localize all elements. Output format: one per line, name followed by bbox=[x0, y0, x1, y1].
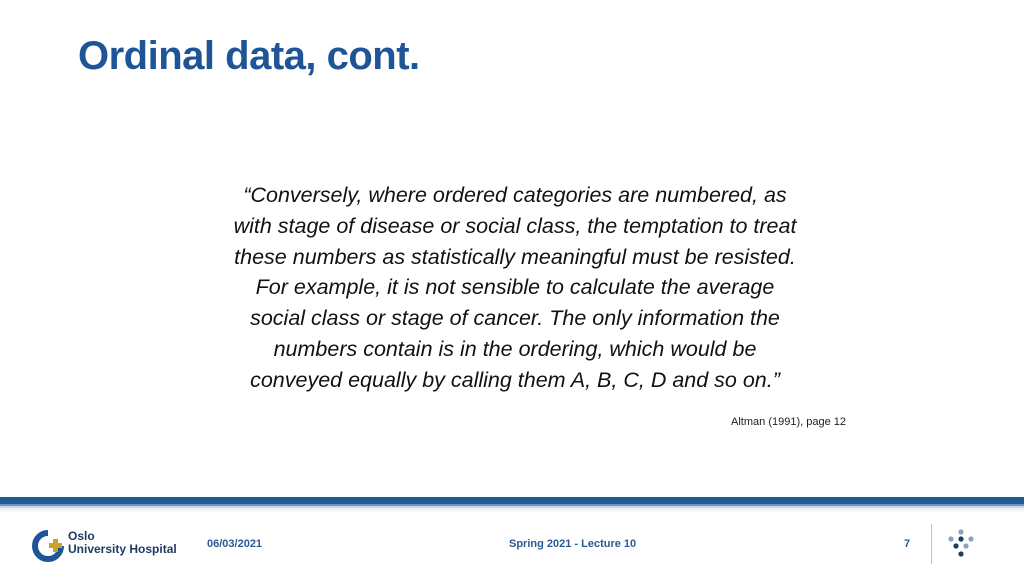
footer bbox=[0, 520, 1024, 576]
hospital-logo bbox=[32, 528, 182, 568]
quote-line: these numbers as statistically meaningful must be resisted. bbox=[234, 244, 796, 269]
footer-date: 06/03/2021 bbox=[207, 538, 263, 550]
quote-line: numbers contain is in the ordering, which would be bbox=[273, 336, 757, 361]
logo-text bbox=[68, 530, 177, 556]
quote-block bbox=[190, 180, 840, 396]
quote-line: social class or stage of cancer. The only information the bbox=[250, 306, 780, 331]
footer-rule-band bbox=[0, 497, 1024, 513]
slide-title: Ordinal data, cont. bbox=[78, 34, 420, 78]
quote-line: with stage of disease or social class, the temptation to treat bbox=[233, 213, 797, 238]
dots-icon bbox=[947, 529, 975, 557]
footer-lecture: Spring 2021 - Lecture 10 bbox=[509, 538, 637, 550]
quote-line: For example, it is not sensible to calculate the average bbox=[255, 275, 775, 300]
hospital-logo-icon bbox=[32, 530, 64, 562]
quote-line: “Conversely, where ordered categories are numbered, as bbox=[243, 183, 787, 207]
footer-divider bbox=[931, 524, 932, 564]
page-number: 7 bbox=[904, 538, 911, 550]
logo-line-2: University Hospital bbox=[68, 542, 177, 556]
citation: Altman (1991), page 12 bbox=[731, 416, 846, 428]
quote-line: conveyed equally by calling them A, B, C, D and so on.” bbox=[250, 367, 780, 392]
logo-line-1: Oslo bbox=[68, 529, 95, 543]
